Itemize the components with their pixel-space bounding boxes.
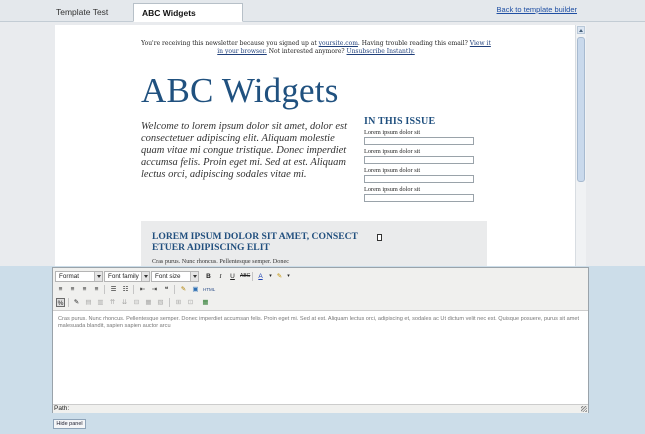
- align-left-icon[interactable]: ≡: [58, 286, 63, 293]
- issue-item-label: Lorem ipsum dolor sit: [364, 148, 421, 155]
- merge-cells-icon[interactable]: ⊡: [187, 299, 194, 306]
- scroll-up-icon[interactable]: [577, 26, 585, 34]
- editor-status-bar: [53, 404, 588, 413]
- blockquote-icon[interactable]: ❝: [164, 286, 169, 293]
- format-label: Format: [59, 273, 79, 280]
- notice-text-1: You're receiving this newsletter because you signed up at: [141, 40, 319, 47]
- numbered-list-icon[interactable]: ☷: [122, 286, 129, 293]
- template-preview: [0, 22, 645, 266]
- yoursite-link[interactable]: yoursite.com: [318, 40, 358, 47]
- image-icon[interactable]: ▣: [192, 286, 199, 293]
- preview-scrollbar[interactable]: [575, 25, 586, 266]
- issue-item-label: Lorem ipsum dolor sit: [364, 186, 421, 193]
- tab-template-test-drive[interactable]: Template Test: [56, 7, 109, 17]
- brand-title: ABC Widgets: [141, 71, 339, 110]
- italic-icon[interactable]: I: [219, 273, 222, 280]
- edit-icon[interactable]: ✎: [73, 299, 80, 306]
- bullet-list-icon[interactable]: ☰: [110, 286, 117, 293]
- editor-content[interactable]: Cras purus. Nunc rhoncus. Pellentesque semper. Donec imperdiet accumsan felis. Proin eget mi. Sed at est. Aliquam lectus orci, adipiscing et, sodales ac Ut dictum velit nec est. Quisque posuere, purus sit amet malesuada blandit, sapien sapien auctor arcu: [58, 316, 580, 329]
- html-source-icon[interactable]: HTML: [203, 287, 216, 292]
- article-block: [141, 221, 487, 266]
- align-right-icon[interactable]: ≡: [82, 286, 87, 293]
- tab-abc-widgets-template[interactable]: ABC Widgets: [133, 3, 243, 22]
- indent-icon[interactable]: ⇥: [151, 286, 158, 293]
- in-this-issue: [364, 116, 476, 205]
- font-family-label: Font family: [108, 273, 139, 280]
- format-select[interactable]: [55, 271, 103, 282]
- scroll-thumb[interactable]: [577, 37, 585, 182]
- font-family-select[interactable]: [104, 271, 150, 282]
- issue-item-field[interactable]: [364, 156, 474, 164]
- issue-item-field[interactable]: [364, 194, 474, 202]
- hide-panel-button[interactable]: Hide panel: [53, 419, 86, 429]
- split-cells-icon[interactable]: ⊞: [175, 299, 182, 306]
- toolbar-separator: [104, 285, 105, 294]
- insert-row-before-icon[interactable]: ⇈: [109, 299, 116, 306]
- delete-row-icon[interactable]: ⊟: [133, 299, 140, 306]
- toolbar-separator: [174, 285, 175, 294]
- insert-column-icon[interactable]: ▦: [145, 299, 152, 306]
- unsubscribe-link[interactable]: Unsubscribe Instantly.: [346, 48, 415, 55]
- table-row-props-icon[interactable]: ▤: [85, 299, 92, 306]
- newsletter-page: [55, 25, 575, 266]
- insert-table-icon[interactable]: ▦: [202, 299, 209, 306]
- issue-item-field[interactable]: [364, 137, 474, 145]
- delete-column-icon[interactable]: ▧: [157, 299, 164, 306]
- welcome-text: Welcome to lorem ipsum dolor sit amet, dolor est consectetuer adipiscing elit. Aliquam molestie quam vitae mi congue tristique. Donec imperdiet accumsa felis. Proin eget mi. Sed at est. Aliquam lectus orci, adipiscing sodales vitae mi.: [141, 121, 348, 180]
- font-size-label: Font size: [155, 273, 181, 280]
- text-color-icon[interactable]: A: [258, 273, 263, 280]
- outdent-icon[interactable]: ⇤: [139, 286, 146, 293]
- resize-handle-icon[interactable]: [581, 406, 587, 412]
- chevron-down-icon: [94, 272, 102, 281]
- issue-heading: IN THIS ISSUE: [364, 116, 436, 127]
- clean-format-icon[interactable]: ✎: [180, 286, 187, 293]
- back-to-template-builder-link[interactable]: Back to template builder: [496, 5, 577, 14]
- align-justify-icon[interactable]: ≡: [94, 286, 99, 293]
- font-size-select[interactable]: [151, 271, 199, 282]
- notice-text-3: Not interested anymore?: [266, 48, 347, 55]
- article-text: Cras purus. Nunc rhoncus. Pellentesque semper. Donec: [152, 258, 289, 265]
- bold-icon[interactable]: B: [206, 273, 211, 280]
- issue-item-label: Lorem ipsum dolor sit: [364, 129, 421, 136]
- align-center-icon[interactable]: ≡: [70, 286, 75, 293]
- top-tab-bar: [0, 0, 645, 22]
- underline-icon[interactable]: U: [230, 273, 235, 280]
- editor-toolbar: [53, 268, 588, 311]
- notice-text-2: . Having trouble reading this email?: [357, 40, 470, 47]
- article-heading: LOREM IPSUM DOLOR SIT AMET, CONSECT ETUER ADIPISCING ELIT: [152, 231, 358, 253]
- toolbar-separator: [252, 272, 253, 281]
- path-label: Path:: [54, 405, 70, 412]
- chevron-down-icon: [141, 272, 149, 281]
- issue-item-label: Lorem ipsum dolor sit: [364, 167, 421, 174]
- chevron-down-icon[interactable]: ▾: [287, 273, 290, 279]
- image-placeholder-icon: [377, 234, 382, 241]
- insert-row-after-icon[interactable]: ⇊: [121, 299, 128, 306]
- view-in-browser-link[interactable]: View it in your browser.: [217, 40, 491, 55]
- table-cell-props-icon[interactable]: ▥: [97, 299, 104, 306]
- toolbar-separator: [169, 298, 170, 307]
- rich-text-editor: [52, 267, 589, 413]
- chevron-down-icon[interactable]: ▾: [269, 273, 272, 279]
- chevron-down-icon: [190, 272, 198, 281]
- paste-word-icon[interactable]: %: [57, 300, 64, 307]
- strikethrough-icon[interactable]: ABC: [240, 273, 251, 279]
- issue-item-field[interactable]: [364, 175, 474, 183]
- subscription-notice: [141, 40, 491, 56]
- highlight-icon[interactable]: ✎: [276, 273, 283, 280]
- toolbar-separator: [133, 285, 134, 294]
- toolbar-separator: [68, 298, 69, 307]
